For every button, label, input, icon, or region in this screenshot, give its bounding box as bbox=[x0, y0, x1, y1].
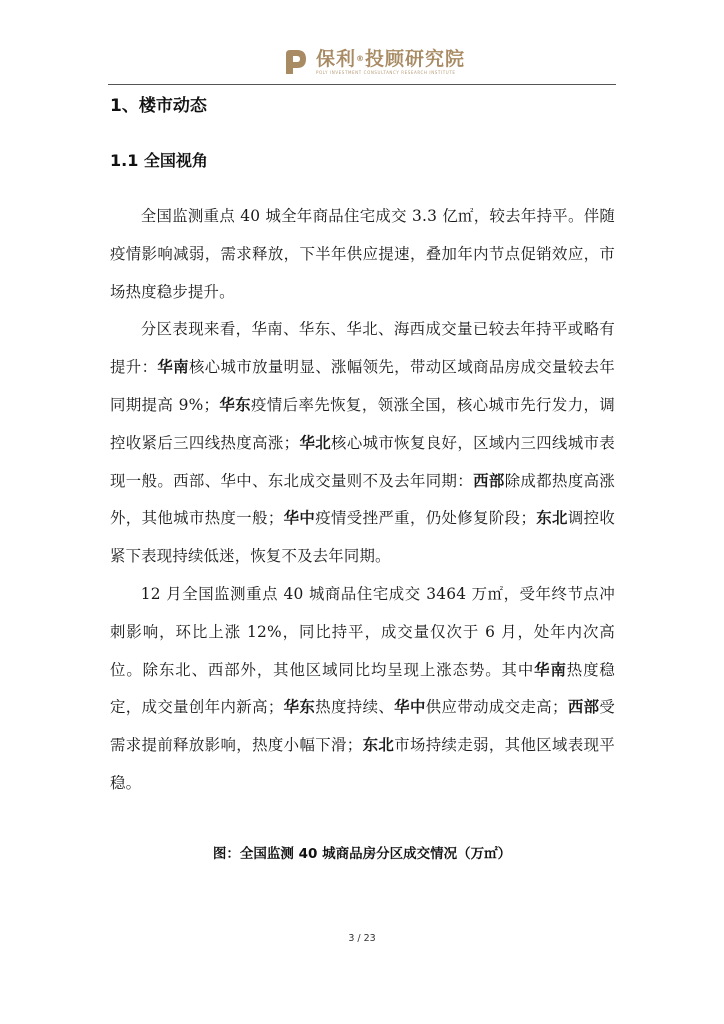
logo-wordmark bbox=[316, 49, 465, 69]
region-label: 东北 bbox=[536, 509, 568, 528]
logo-institute: 投顾研究院 bbox=[365, 48, 466, 70]
section-heading: 1、楼市动态 bbox=[110, 96, 207, 116]
paragraph-december-summary: 12 月全国监测重点 40 城商品住宅成交 3464 万㎡，受年终节点冲刺影响，环比上涨 12%，同比持平，成交量仅次于 6 月，处年内次高位。除东北、西部外，其他区域同比均呈现上涨态势。其中华南热度稳定，成交量创年内新高；华东热度持续、华中供应带动成交走高；西部受需求提前释放影响，热度小幅下滑；东北市场持续走弱，其他区域表现平稳。 bbox=[110, 584, 616, 792]
logo-english-name: POLY INVESTMENT CONSULTANCY RESEARCH INSTITUTE bbox=[316, 70, 456, 75]
poly-logo-icon bbox=[282, 48, 310, 76]
region-label: 华东 bbox=[283, 698, 316, 717]
region-label: 华南 bbox=[534, 660, 567, 679]
logo-text bbox=[316, 49, 465, 75]
body-text bbox=[110, 198, 615, 803]
subsection-heading: 1.1 全国视角 bbox=[110, 151, 208, 170]
header-divider bbox=[108, 84, 616, 85]
logo-registered-mark: ® bbox=[356, 54, 366, 63]
figure-caption: 图：全国监测 40 城商品房分区成交情况（万㎡） bbox=[212, 846, 512, 862]
region-label: 西部 bbox=[567, 698, 600, 717]
region-label: 华东 bbox=[219, 395, 252, 414]
page-number: 3 / 23 bbox=[348, 933, 376, 944]
region-label: 华南 bbox=[157, 358, 189, 377]
region-label: 西部 bbox=[473, 471, 505, 490]
paragraph-regional-performance: 分区表现来看，华南、华东、华北、海西成交量已较去年持平或略有提升：华南核心城市放量明显、涨幅领先，带动区域商品房成交量较去年同期提高 9%；华东疫情后率先恢复，领涨全国，核心城市先行发力，调控收紧后三四线热度高涨；华北核心城市恢复良好，区域内三四线城市表现一般。西部、华中、东北成交量则不及去年同期：西部除成都热度高涨外，其他城市热度一般；华中疫情受挫严重，仍处修复阶段；东北调控收紧下表现持续低迷，恢复不及去年同期。 bbox=[110, 320, 615, 566]
page-header bbox=[0, 38, 724, 88]
logo-brand: 保利 bbox=[316, 48, 357, 70]
paragraph-annual-overview: 全国监测重点 40 城全年商品住宅成交 3.3 亿㎡，较去年持平。伴随疫情影响减弱，需求释放，下半年供应提速，叠加年内节点促销效应，市场热度稳步提升。 bbox=[110, 207, 615, 301]
region-label: 华北 bbox=[299, 433, 332, 452]
poly-logo bbox=[282, 48, 465, 76]
region-label: 华中 bbox=[283, 509, 316, 528]
region-label: 华中 bbox=[394, 698, 426, 717]
region-label: 东北 bbox=[362, 736, 395, 755]
